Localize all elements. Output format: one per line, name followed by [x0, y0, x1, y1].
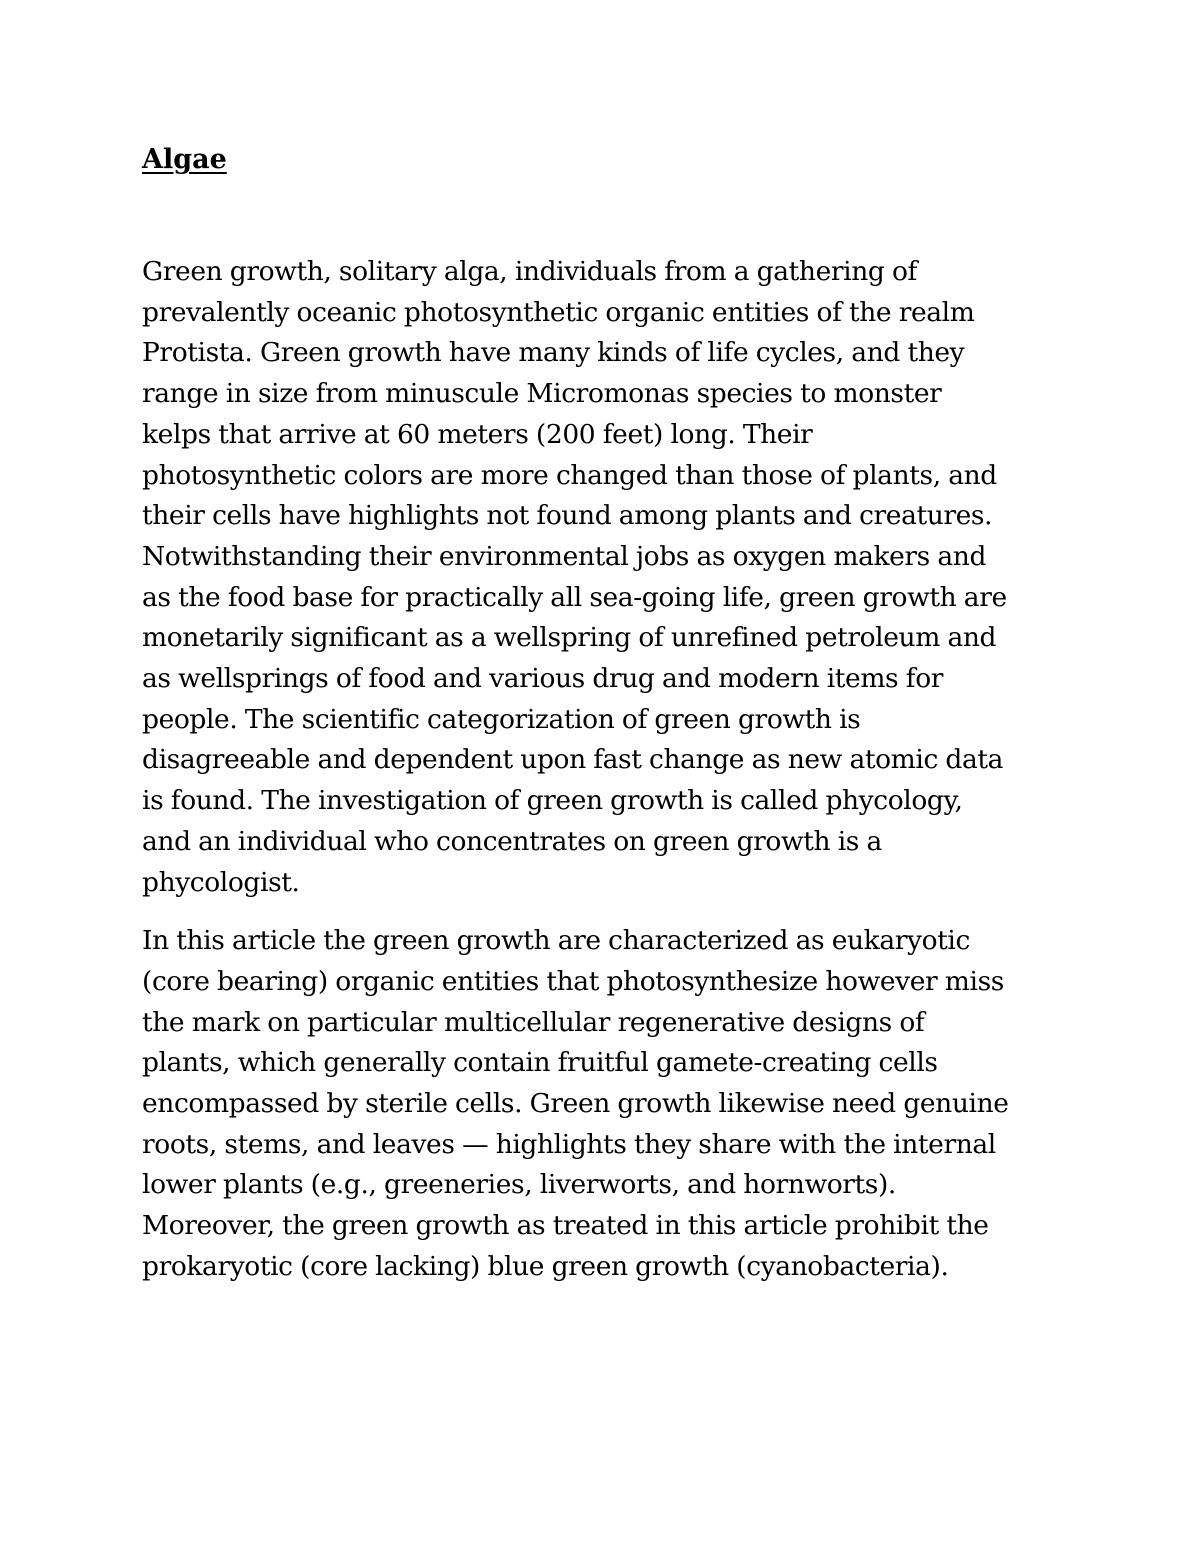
paragraph-line: encompassed by sterile cells. Green growth likewise need genuine: [142, 1088, 1009, 1120]
paragraph-line: disagreeable and dependent upon fast change as new atomic data: [142, 744, 1004, 776]
paragraph-line: plants, which generally contain fruitful gamete-creating cells: [142, 1047, 938, 1079]
paragraph-line: lower plants (e.g., greeneries, liverworts, and hornworts).: [142, 1169, 896, 1201]
paragraph-line: as the food base for practically all sea-going life, green growth are: [142, 581, 1007, 613]
paragraph-line: photosynthetic colors are more changed than those of plants, and: [142, 459, 997, 491]
paragraph-line: prevalently oceanic photosynthetic organic entities of the realm: [142, 296, 975, 328]
paragraph-line: Notwithstanding their environmental jobs as oxygen makers and: [142, 540, 987, 572]
paragraph-line: phycologist.: [142, 866, 300, 898]
paragraph-line: is found. The investigation of green growth is called phycology,: [142, 785, 963, 817]
paragraph-2: [142, 921, 1057, 1287]
paragraph-line: range in size from minuscule Micromonas species to monster: [142, 378, 942, 410]
paragraph-line: (core bearing) organic entities that photosynthesize however miss: [142, 965, 1004, 997]
paragraph-line: Protista. Green growth have many kinds of life cycles, and they: [142, 337, 965, 369]
paragraph-line: and an individual who concentrates on green growth is a: [142, 825, 882, 857]
paragraph-line: roots, stems, and leaves — highlights they share with the internal: [142, 1128, 996, 1160]
paragraph-line: Green growth, solitary alga, individuals from a gathering of: [142, 256, 917, 287]
paragraph-line: In this article the green growth are characterized as eukaryotic: [142, 925, 970, 957]
paragraph-line: the mark on particular multicellular regenerative designs of: [142, 1006, 925, 1038]
paragraph-line: people. The scientific categorization of green growth is: [142, 703, 861, 735]
paragraph-1: [142, 252, 1057, 903]
paragraph-line: Moreover, the green growth as treated in this article prohibit the: [142, 1210, 989, 1242]
paragraph-line: their cells have highlights not found among plants and creatures.: [142, 500, 993, 532]
document-body: [142, 140, 1057, 1288]
paragraph-line: as wellsprings of food and various drug and modern items for: [142, 663, 944, 695]
paragraph-line: prokaryotic (core lacking) blue green growth (cyanobacteria).: [142, 1250, 949, 1282]
paragraph-line: monetarily significant as a wellspring of unrefined petroleum and: [142, 622, 997, 654]
document-title: Algae: [142, 144, 227, 175]
paragraph-line: kelps that arrive at 60 meters (200 feet) long. Their: [142, 418, 813, 450]
